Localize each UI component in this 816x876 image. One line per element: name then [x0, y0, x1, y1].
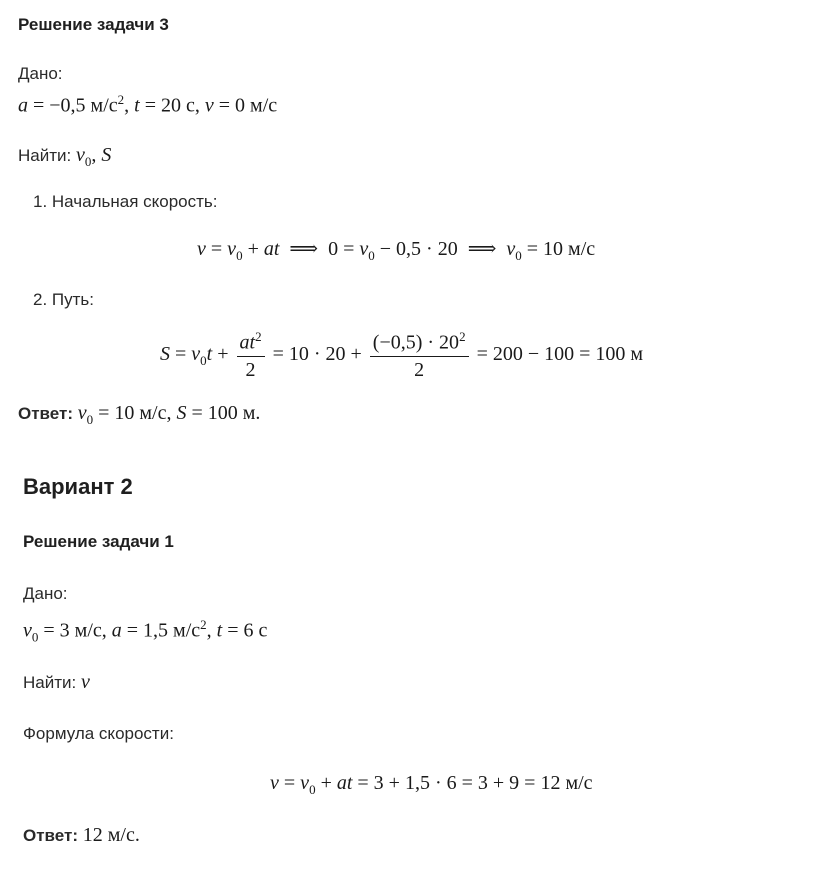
task3-find-line: Найти: $v_0$, S — [18, 144, 112, 169]
task3-heading: Решение задачи 3 — [18, 15, 169, 34]
task3-given-label: Дано: — [18, 64, 63, 83]
task3-step1-label: 1. Начальная скорость: — [33, 192, 218, 211]
task3-given-values: a = −0,5 $м/с^2$, t = 20 с, v = 0 м/с — [18, 92, 278, 117]
task3-step2-formula: $S = v_0t$ + $\frac{at^2}{2}$ = 10 · 20 + $\frac{(-0,5) \cdot 20^2}{2}$ = 200 − 100 = 100 м — [160, 329, 644, 381]
task1-given-values: $v_0 = 3$ м/с, a = 1,5 $м/с^2$, t = 6 с — [23, 617, 268, 645]
task1-formula: $v = v_0$ + at = 3 + 1,5 · 6 = 3 + 9 = 12 м/с — [270, 772, 593, 797]
task3-step1-formula: $v = v_0$ + at ⟹ $0 = v_0 - 0,5 \cdot 20$ ⟹ $v_0 = 10$ м/с — [197, 238, 596, 263]
task3-answer-label: Ответ: — [18, 404, 73, 423]
task1-answer-label: Ответ: — [23, 826, 78, 845]
task1-formula-label: Формула скорости: — [23, 724, 174, 743]
task1-find-label: Найти: — [23, 673, 77, 692]
task1-find-value: v — [80, 671, 90, 693]
task3-find-label: Найти: — [18, 146, 72, 165]
task1-answer-value: 12 м/с. — [82, 824, 140, 846]
task1-given-label: Дано: — [23, 584, 68, 603]
task1-heading: Решение задачи 1 — [23, 532, 174, 551]
task3-step2-label: 2. Путь: — [33, 290, 94, 309]
task3-answer-line: Ответ: $v_0 = 10$ м/с, S = 100 м. — [18, 402, 261, 427]
task1-find-line — [23, 671, 90, 694]
variant-title: Вариант 2 — [23, 474, 133, 499]
task1-answer-line — [23, 824, 140, 847]
